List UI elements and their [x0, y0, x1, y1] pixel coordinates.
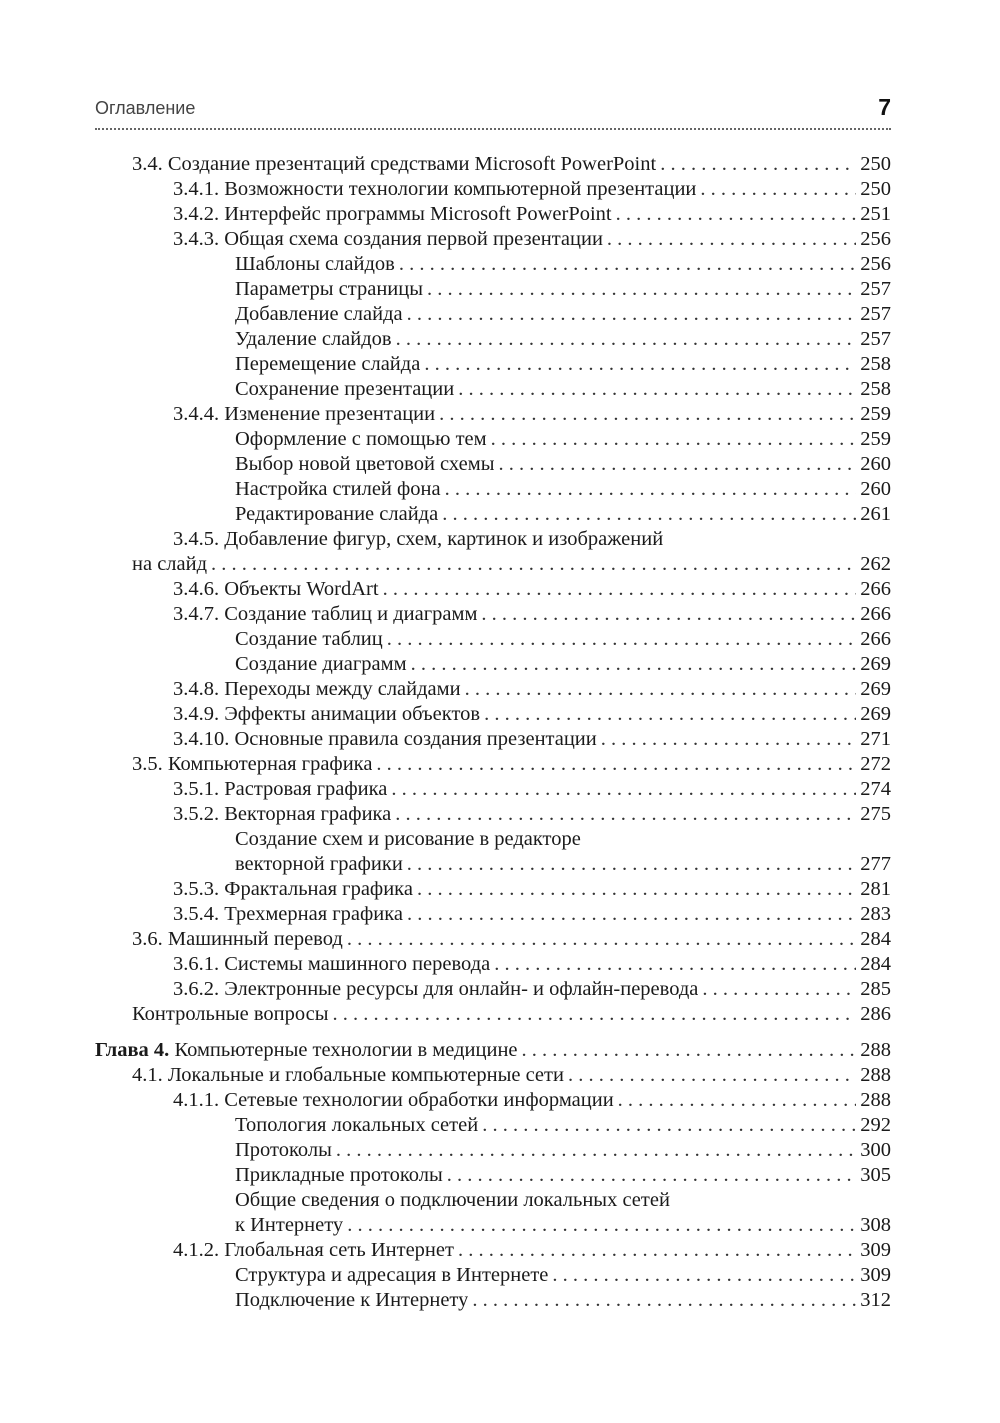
toc-page-number: 257: [860, 328, 891, 350]
toc-entry: [95, 427, 891, 452]
toc-page-number: 257: [860, 278, 891, 300]
dot-leader: [211, 552, 856, 577]
toc-entry-label: 4.1.1. Сетевые технологии обработки информации: [173, 1089, 614, 1111]
dot-leader: [387, 627, 857, 652]
dot-leader: [552, 1263, 856, 1288]
toc-entry: [95, 277, 891, 302]
dot-leader: [411, 652, 857, 677]
toc-entry-label: Выбор новой цветовой схемы: [235, 453, 495, 475]
toc-page-number: 266: [860, 628, 891, 650]
toc-entry: [95, 1002, 891, 1027]
toc-entry: [95, 877, 891, 902]
toc-entry: [95, 902, 891, 927]
dot-leader: [482, 1113, 856, 1138]
dot-leader: [383, 577, 857, 602]
dot-leader: [494, 952, 856, 977]
toc-entry: [95, 1263, 891, 1288]
toc-entry-label: Добавление слайда: [235, 303, 403, 325]
toc-page-number: 266: [860, 578, 891, 600]
toc-entry: [95, 1188, 891, 1213]
dot-leader: [336, 1138, 856, 1163]
dot-leader: [424, 352, 856, 377]
toc-entry-label: 3.4.9. Эффекты анимации объектов: [173, 703, 481, 725]
toc-page-number: 269: [860, 678, 891, 700]
toc-page-number: 277: [860, 853, 891, 875]
toc-entry-label: Структура и адресация в Интернете: [235, 1264, 549, 1286]
toc-entry: [95, 527, 891, 552]
toc-page-number: 257: [860, 303, 891, 325]
toc-entry-label: 3.4.5. Добавление фигур, схем, картинок и изображений: [173, 528, 664, 550]
toc-entry: [95, 352, 891, 377]
dot-leader: [391, 777, 856, 802]
dot-leader: [399, 252, 856, 277]
toc-page-number: 258: [860, 378, 891, 400]
toc-entry-label: 3.5. Компьютерная графика: [132, 753, 373, 775]
chapter-title: Компьютерные технологии в медицине: [169, 1039, 518, 1061]
toc-entry-label: 3.4.1. Возможности технологии компьютерной презентации: [173, 178, 697, 200]
toc-entry-label: 3.6.1. Системы машинного перевода: [173, 953, 491, 975]
toc-entry: [95, 502, 891, 527]
toc-page-number: 288: [860, 1064, 891, 1086]
toc-entry: [95, 602, 891, 627]
header-title: Оглавление: [95, 98, 196, 118]
toc-entry-label: Подключение к Интернету: [235, 1289, 469, 1311]
dot-leader: [442, 502, 856, 527]
toc-entry-label: Общие сведения о подключении локальных сетей: [235, 1189, 670, 1211]
toc-entry: [95, 1288, 891, 1313]
toc-entry-continuation: [95, 552, 891, 577]
dot-leader: [458, 377, 856, 402]
toc-entry: [95, 377, 891, 402]
toc-entry-label: Контрольные вопросы: [132, 1003, 329, 1025]
toc-page-number: 283: [860, 903, 891, 925]
toc-entry-label: 3.4.6. Объекты WordArt: [173, 578, 379, 600]
toc-page-number: 250: [860, 178, 891, 200]
toc-entry-label: 3.4. Создание презентаций средствами Microsoft PowerPoint: [132, 153, 657, 175]
toc-entry-label: [95, 1038, 518, 1063]
dot-leader: [481, 602, 856, 627]
dot-leader: [376, 752, 856, 777]
dot-leader: [407, 302, 857, 327]
toc-page-number: 259: [860, 428, 891, 450]
dot-leader: [465, 677, 857, 702]
toc-entry: [95, 777, 891, 802]
toc-page-number: 262: [860, 553, 891, 575]
toc-entry-label: 3.4.10. Основные правила создания презентации: [173, 728, 597, 750]
toc-entry-label: Удаление слайдов: [235, 328, 392, 350]
toc-entry-label: 3.6. Машинный перевод: [132, 928, 343, 950]
toc-entry-label: Топология локальных сетей: [235, 1114, 479, 1136]
toc-entry: [95, 652, 891, 677]
running-header: [95, 96, 891, 130]
toc-page-number: 261: [860, 503, 891, 525]
toc-page-number: 269: [860, 703, 891, 725]
toc-entry: [95, 627, 891, 652]
toc-entry-continuation: [95, 1213, 891, 1238]
toc-entry-label: Перемещение слайда: [235, 353, 421, 375]
chapter-prefix: Глава 4.: [95, 1039, 170, 1061]
toc-page-number: 269: [860, 653, 891, 675]
toc-entry: [95, 402, 891, 427]
toc-entry: [95, 677, 891, 702]
dot-leader: [601, 727, 856, 752]
dot-leader: [407, 852, 856, 877]
dot-leader: [618, 1088, 857, 1113]
toc-entry-label: векторной графики: [235, 853, 403, 875]
dot-leader: [447, 1163, 856, 1188]
toc-entry-label: 4.1.2. Глобальная сеть Интернет: [173, 1239, 454, 1261]
toc-entry-label: Сохранение презентации: [235, 378, 455, 400]
toc-entry-continuation: [95, 852, 891, 877]
dot-leader: [396, 327, 857, 352]
toc-entry: [95, 1063, 891, 1088]
toc-entry-label: 3.5.2. Векторная графика: [173, 803, 392, 825]
toc-entry: [95, 1163, 891, 1188]
dot-leader: [407, 902, 856, 927]
toc-page-number: 272: [860, 753, 891, 775]
table-of-contents: [95, 152, 891, 1313]
toc-entry-label: 3.4.8. Переходы между слайдами: [173, 678, 461, 700]
toc-page-number: 260: [860, 453, 891, 475]
toc-page-number: 256: [860, 253, 891, 275]
toc-page-number: 285: [860, 978, 891, 1000]
toc-entry: [95, 1038, 891, 1063]
dot-leader: [439, 402, 856, 427]
toc-entry: [95, 952, 891, 977]
toc-entry: [95, 477, 891, 502]
dot-leader: [445, 477, 857, 502]
toc-entry-label: к Интернету: [235, 1214, 344, 1236]
toc-entry: [95, 302, 891, 327]
toc-page-number: 309: [860, 1239, 891, 1261]
toc-entry-label: Оформление с помощью тем: [235, 428, 487, 450]
dot-leader: [458, 1238, 856, 1263]
dot-leader: [484, 702, 856, 727]
toc-entry: [95, 827, 891, 852]
toc-entry: [95, 702, 891, 727]
toc-entry: [95, 927, 891, 952]
toc-page-number: 288: [860, 1039, 891, 1061]
toc-entry: [95, 227, 891, 252]
toc-page-number: 312: [860, 1289, 891, 1311]
toc-page-number: 259: [860, 403, 891, 425]
toc-entry-label: Параметры страницы: [235, 278, 424, 300]
toc-page-number: 308: [860, 1214, 891, 1236]
toc-page-number: 256: [860, 228, 891, 250]
toc-entry-label: 3.4.4. Изменение презентации: [173, 403, 436, 425]
toc-entry: [95, 802, 891, 827]
dot-leader: [472, 1288, 856, 1313]
dot-leader: [417, 877, 856, 902]
toc-page-number: 288: [860, 1089, 891, 1111]
toc-entry: [95, 577, 891, 602]
toc-entry-label: Редактирование слайда: [235, 503, 439, 525]
dot-leader: [491, 427, 857, 452]
toc-entry-label: Создание схем и рисование в редакторе: [235, 828, 581, 850]
toc-entry-label: Протоколы: [235, 1139, 332, 1161]
dot-leader: [568, 1063, 856, 1088]
toc-entry: [95, 152, 891, 177]
toc-page-number: 251: [860, 203, 891, 225]
toc-page-number: 258: [860, 353, 891, 375]
dot-leader: [395, 802, 856, 827]
toc-entry: [95, 977, 891, 1002]
toc-page-number: 300: [860, 1139, 891, 1161]
dot-leader: [522, 1038, 857, 1063]
toc-page-number: 260: [860, 478, 891, 500]
toc-page-number: 266: [860, 603, 891, 625]
toc-page-number: 284: [860, 953, 891, 975]
toc-entry-label: 3.5.4. Трехмерная графика: [173, 903, 404, 925]
toc-page-number: 281: [860, 878, 891, 900]
toc-page-number: 250: [860, 153, 891, 175]
toc-entry-label: 3.4.3. Общая схема создания первой презентации: [173, 228, 603, 250]
toc-page-number: 309: [860, 1264, 891, 1286]
toc-entry-label: Создание диаграмм: [235, 653, 407, 675]
toc-page-number: 284: [860, 928, 891, 950]
dot-leader: [427, 277, 856, 302]
toc-entry-label: 3.6.2. Электронные ресурсы для онлайн- и офлайн-перевода: [173, 978, 699, 1000]
dot-leader: [702, 977, 856, 1002]
toc-entry: [95, 327, 891, 352]
toc-entry: [95, 452, 891, 477]
header-page-number: 7: [878, 94, 891, 120]
toc-entry: [95, 1238, 891, 1263]
dot-leader: [607, 227, 856, 252]
toc-entry-label: 3.4.7. Создание таблиц и диаграмм: [173, 603, 478, 625]
toc-entry-label: на слайд: [132, 553, 208, 575]
toc-entry: [95, 1138, 891, 1163]
toc-entry: [95, 752, 891, 777]
toc-entry-label: Шаблоны слайдов: [235, 253, 395, 275]
toc-page-number: 275: [860, 803, 891, 825]
dot-leader: [347, 1213, 856, 1238]
toc-entry: [95, 727, 891, 752]
toc-page-number: 292: [860, 1114, 891, 1136]
dot-leader: [347, 927, 856, 952]
toc-entry: [95, 252, 891, 277]
dot-leader: [700, 177, 856, 202]
toc-entry: [95, 202, 891, 227]
toc-entry-label: 3.5.3. Фрактальная графика: [173, 878, 413, 900]
toc-entry-label: 3.4.2. Интерфейс программы Microsoft PowerPoint: [173, 203, 612, 225]
toc-entry-label: Создание таблиц: [235, 628, 383, 650]
toc-entry: [95, 1088, 891, 1113]
dot-leader: [660, 152, 856, 177]
dot-leader: [616, 202, 857, 227]
toc-entry-label: 4.1. Локальные и глобальные компьютерные сети: [132, 1064, 564, 1086]
toc-page-number: 274: [860, 778, 891, 800]
toc-entry-label: Прикладные протоколы: [235, 1164, 443, 1186]
toc-entry-label: Настройка стилей фона: [235, 478, 441, 500]
toc-page-number: 305: [860, 1164, 891, 1186]
dot-leader: [333, 1002, 857, 1027]
toc-page-number: 271: [860, 728, 891, 750]
toc-entry: [95, 177, 891, 202]
toc-page-number: 286: [860, 1003, 891, 1025]
dot-leader: [498, 452, 856, 477]
toc-entry-label: 3.5.1. Растровая графика: [173, 778, 388, 800]
toc-entry: [95, 1113, 891, 1138]
